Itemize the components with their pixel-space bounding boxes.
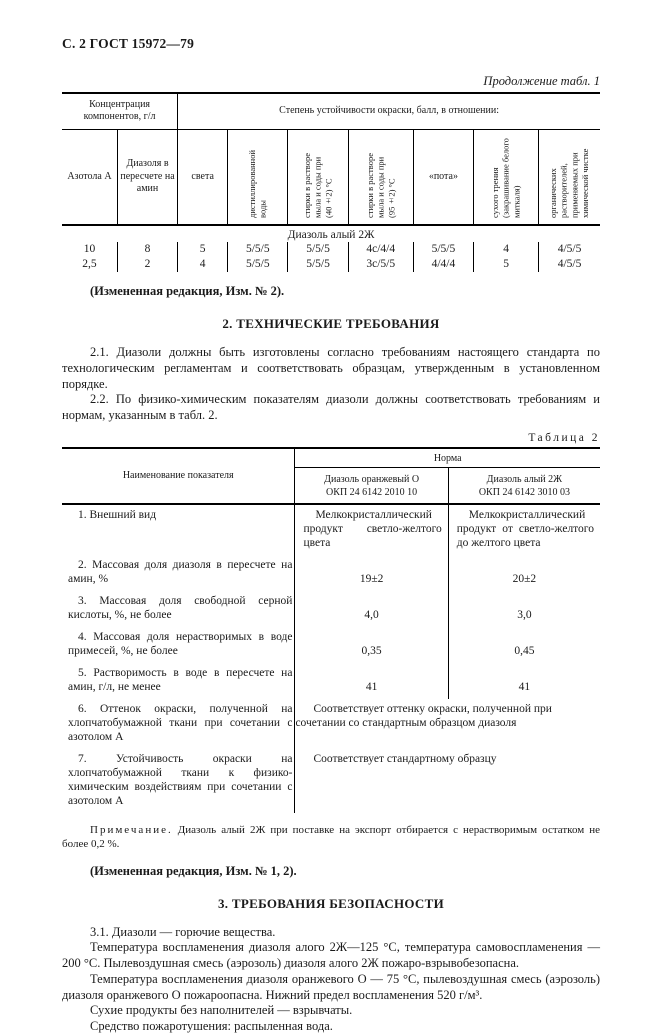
- product-name: Диазоль алый 2Ж: [486, 473, 563, 485]
- okp-code: ОКП 24 6142 2010 10: [326, 486, 418, 498]
- table1-col-sweat: «пота»: [413, 129, 473, 225]
- note-text: Диазоль алый 2Ж при поставке на экспорт отбирается с нерастворимым остатком не более 0,2 %.: [62, 824, 600, 851]
- indicator-name: 4. Массовая доля нерастворимых в воде примесей, %, не более: [62, 627, 295, 663]
- indicator-name: 5. Растворимость в воде в пересчете на амин, г/л, не менее: [62, 663, 295, 699]
- norm-value: 4,0: [295, 591, 448, 627]
- table-cell: 5/5/5: [228, 257, 288, 272]
- section2-title: 2. ТЕХНИЧЕСКИЕ ТРЕБОВАНИЯ: [222, 316, 440, 331]
- table-cell: 4: [474, 242, 539, 257]
- table1-column-header-row: [62, 129, 600, 225]
- table2-subheader-scarlet: [448, 468, 600, 504]
- table1-data-row-2: [62, 257, 600, 272]
- table1-col-organic-solvents: органических растворителей, применяемых при химической чистке: [539, 129, 600, 225]
- table1-continuation-label: Продолжение табл. 1: [483, 74, 600, 88]
- table2-norms: [62, 447, 600, 813]
- table1-group-header-right: Степень устойчивости окраски, балл, в отношении:: [178, 93, 600, 129]
- table2-row-5: [62, 663, 600, 699]
- table2-subheader-orange: [295, 468, 448, 504]
- table2-row-6: [62, 699, 600, 749]
- paragraph-2-2: 2.2. По физико-химическим показателям диазоли должны соответствовать требованиям и нормам, указанным в табл. 2.: [62, 392, 600, 422]
- table-cell: 8: [117, 242, 177, 257]
- norm-value: 41: [295, 663, 448, 699]
- table2-row-3: [62, 591, 600, 627]
- table-cell: 4/4/4: [413, 257, 473, 272]
- table2-norm-header: Норма: [295, 448, 600, 468]
- table-cell: 5/5/5: [228, 242, 288, 257]
- table2-row-7: [62, 749, 600, 813]
- table-cell: 3с/5/5: [348, 257, 413, 272]
- page-header: С. 2 ГОСТ 15972—79: [62, 36, 195, 51]
- table-cell: 2,5: [62, 257, 117, 272]
- okp-code: ОКП 24 6142 3010 03: [478, 486, 570, 498]
- table1-section-row: [62, 225, 600, 242]
- norm-value: 41: [518, 680, 531, 693]
- norm-value: 20±2: [512, 572, 537, 585]
- table1-col-azotol: Азотола А: [62, 129, 117, 225]
- note-label: Примечание.: [90, 824, 173, 837]
- table-cell: 5: [178, 242, 228, 257]
- table1-col-wash-95: стирки в растворе мыла и соды при (95±2) °С: [348, 129, 413, 225]
- section3-title: 3. ТРЕБОВАНИЯ БЕЗОПАСНОСТИ: [218, 895, 444, 911]
- norm-value: 19±2: [295, 555, 448, 591]
- table1-group-header-row: [62, 93, 600, 129]
- table1-col-diazol-amine: Диазоля в пересчете на амин: [117, 129, 177, 225]
- paragraph-3-ignition-orange: Температура воспламенения диазоля оранжевого О — 75 °С, пылевоздушная смесь (аэрозоль) диазоля оранжевого О пожароопасна. Нижний предел воспламенения 520 г/м³.: [62, 971, 600, 1002]
- norm-value-spanning: Соответствует оттенку окраски, полученной при сочетании со стандартным образцом диазоля: [295, 702, 552, 729]
- table2-row-1: [62, 504, 600, 555]
- table1-group-header-left: Концентрация компонентов, г/л: [62, 93, 178, 129]
- norm-value-spanning: Соответствует стандартному образцу: [313, 752, 497, 765]
- indicator-name: 6. Оттенок окраски, полученной на хлопчатобумажной ткани при сочетании с азотолом А: [62, 699, 295, 749]
- table-cell: 5/5/5: [288, 242, 348, 257]
- table-cell: 5/5/5: [413, 242, 473, 257]
- product-name: Диазоль оранжевый О: [324, 473, 420, 485]
- indicator-name: 2. Массовая доля диазоля в пересчете на амин, %: [62, 555, 295, 591]
- norm-value: Мелкокристаллический продукт от светло-желтого до желтого цвета: [456, 508, 594, 549]
- table-cell: 5/5/5: [288, 257, 348, 272]
- table2-header-row: [62, 448, 600, 468]
- table-cell: 4с/4/4: [348, 242, 413, 257]
- table1-amendment-note: (Измененная редакция, Изм. № 2).: [90, 284, 285, 298]
- table-cell: 10: [62, 242, 117, 257]
- table2-row-2: [62, 555, 600, 591]
- table2-row-4: [62, 627, 600, 663]
- table2-amendment-note: (Измененная редакция, Изм. № 1, 2).: [90, 863, 297, 878]
- table-cell: 4: [178, 257, 228, 272]
- table1-col-light: света: [178, 129, 228, 225]
- table1-data-row-1: [62, 242, 600, 257]
- paragraph-2-1: 2.1. Диазоли должны быть изготовлены согласно требованиям настоящего стандарта по технологическим регламентам и соответствовать образцам, утвержденным в установленном порядке.: [62, 345, 600, 391]
- table-cell: 4/5/5: [557, 243, 582, 256]
- indicator-name: 1. Внешний вид: [62, 504, 295, 555]
- paragraph-3-dry-products: Сухие продукты без наполнителей — взрывчаты.: [90, 1003, 353, 1018]
- paragraph-3-ignition-scarlet: Температура воспламенения диазоля алого 2Ж—125 °С, температура самовоспламенения — 200 °С. Пылевоздушная смесь (аэрозоль) диазоля алого 2Ж пожаро-взрывобезопасна.: [62, 940, 600, 971]
- table2-note: [62, 823, 600, 852]
- table1-colorfastness: [62, 92, 600, 272]
- table-cell: 4/5/5: [557, 258, 582, 271]
- table-cell: 5: [474, 257, 539, 272]
- table2-name-header: Наименование показателя: [62, 448, 295, 504]
- norm-value: Мелкокристаллический продукт светло-желтого цвета: [295, 504, 448, 555]
- norm-value: 0,45: [514, 644, 535, 657]
- table1-col-wash-40: стирки в растворе мыла и соды при (40±2) °С: [288, 129, 348, 225]
- indicator-name: 7. Устойчивость окраски на хлопчатобумажной ткани к физико-химическим воздействиям при сочетании с азотолом А: [62, 749, 295, 813]
- norm-value: 3,0: [517, 608, 532, 621]
- table2-label: Таблица 2: [528, 431, 600, 444]
- paragraph-3-1: 3.1. Диазоли — горючие вещества.: [90, 924, 276, 939]
- paragraph-3-extinguishing: Средство пожаротушения: распыленная вода.: [90, 1019, 333, 1034]
- table-cell: 2: [117, 257, 177, 272]
- indicator-name: 3. Массовая доля свободной серной кислоты, %, не более: [62, 591, 295, 627]
- table1-col-dry-friction: сухого трения (закрашивание белого миткаля): [474, 129, 539, 225]
- table1-section-title: Диазоль алый 2Ж: [287, 229, 375, 241]
- table1-col-distilled-water: дистиллированной воды: [228, 129, 288, 225]
- norm-value: 0,35: [295, 627, 448, 663]
